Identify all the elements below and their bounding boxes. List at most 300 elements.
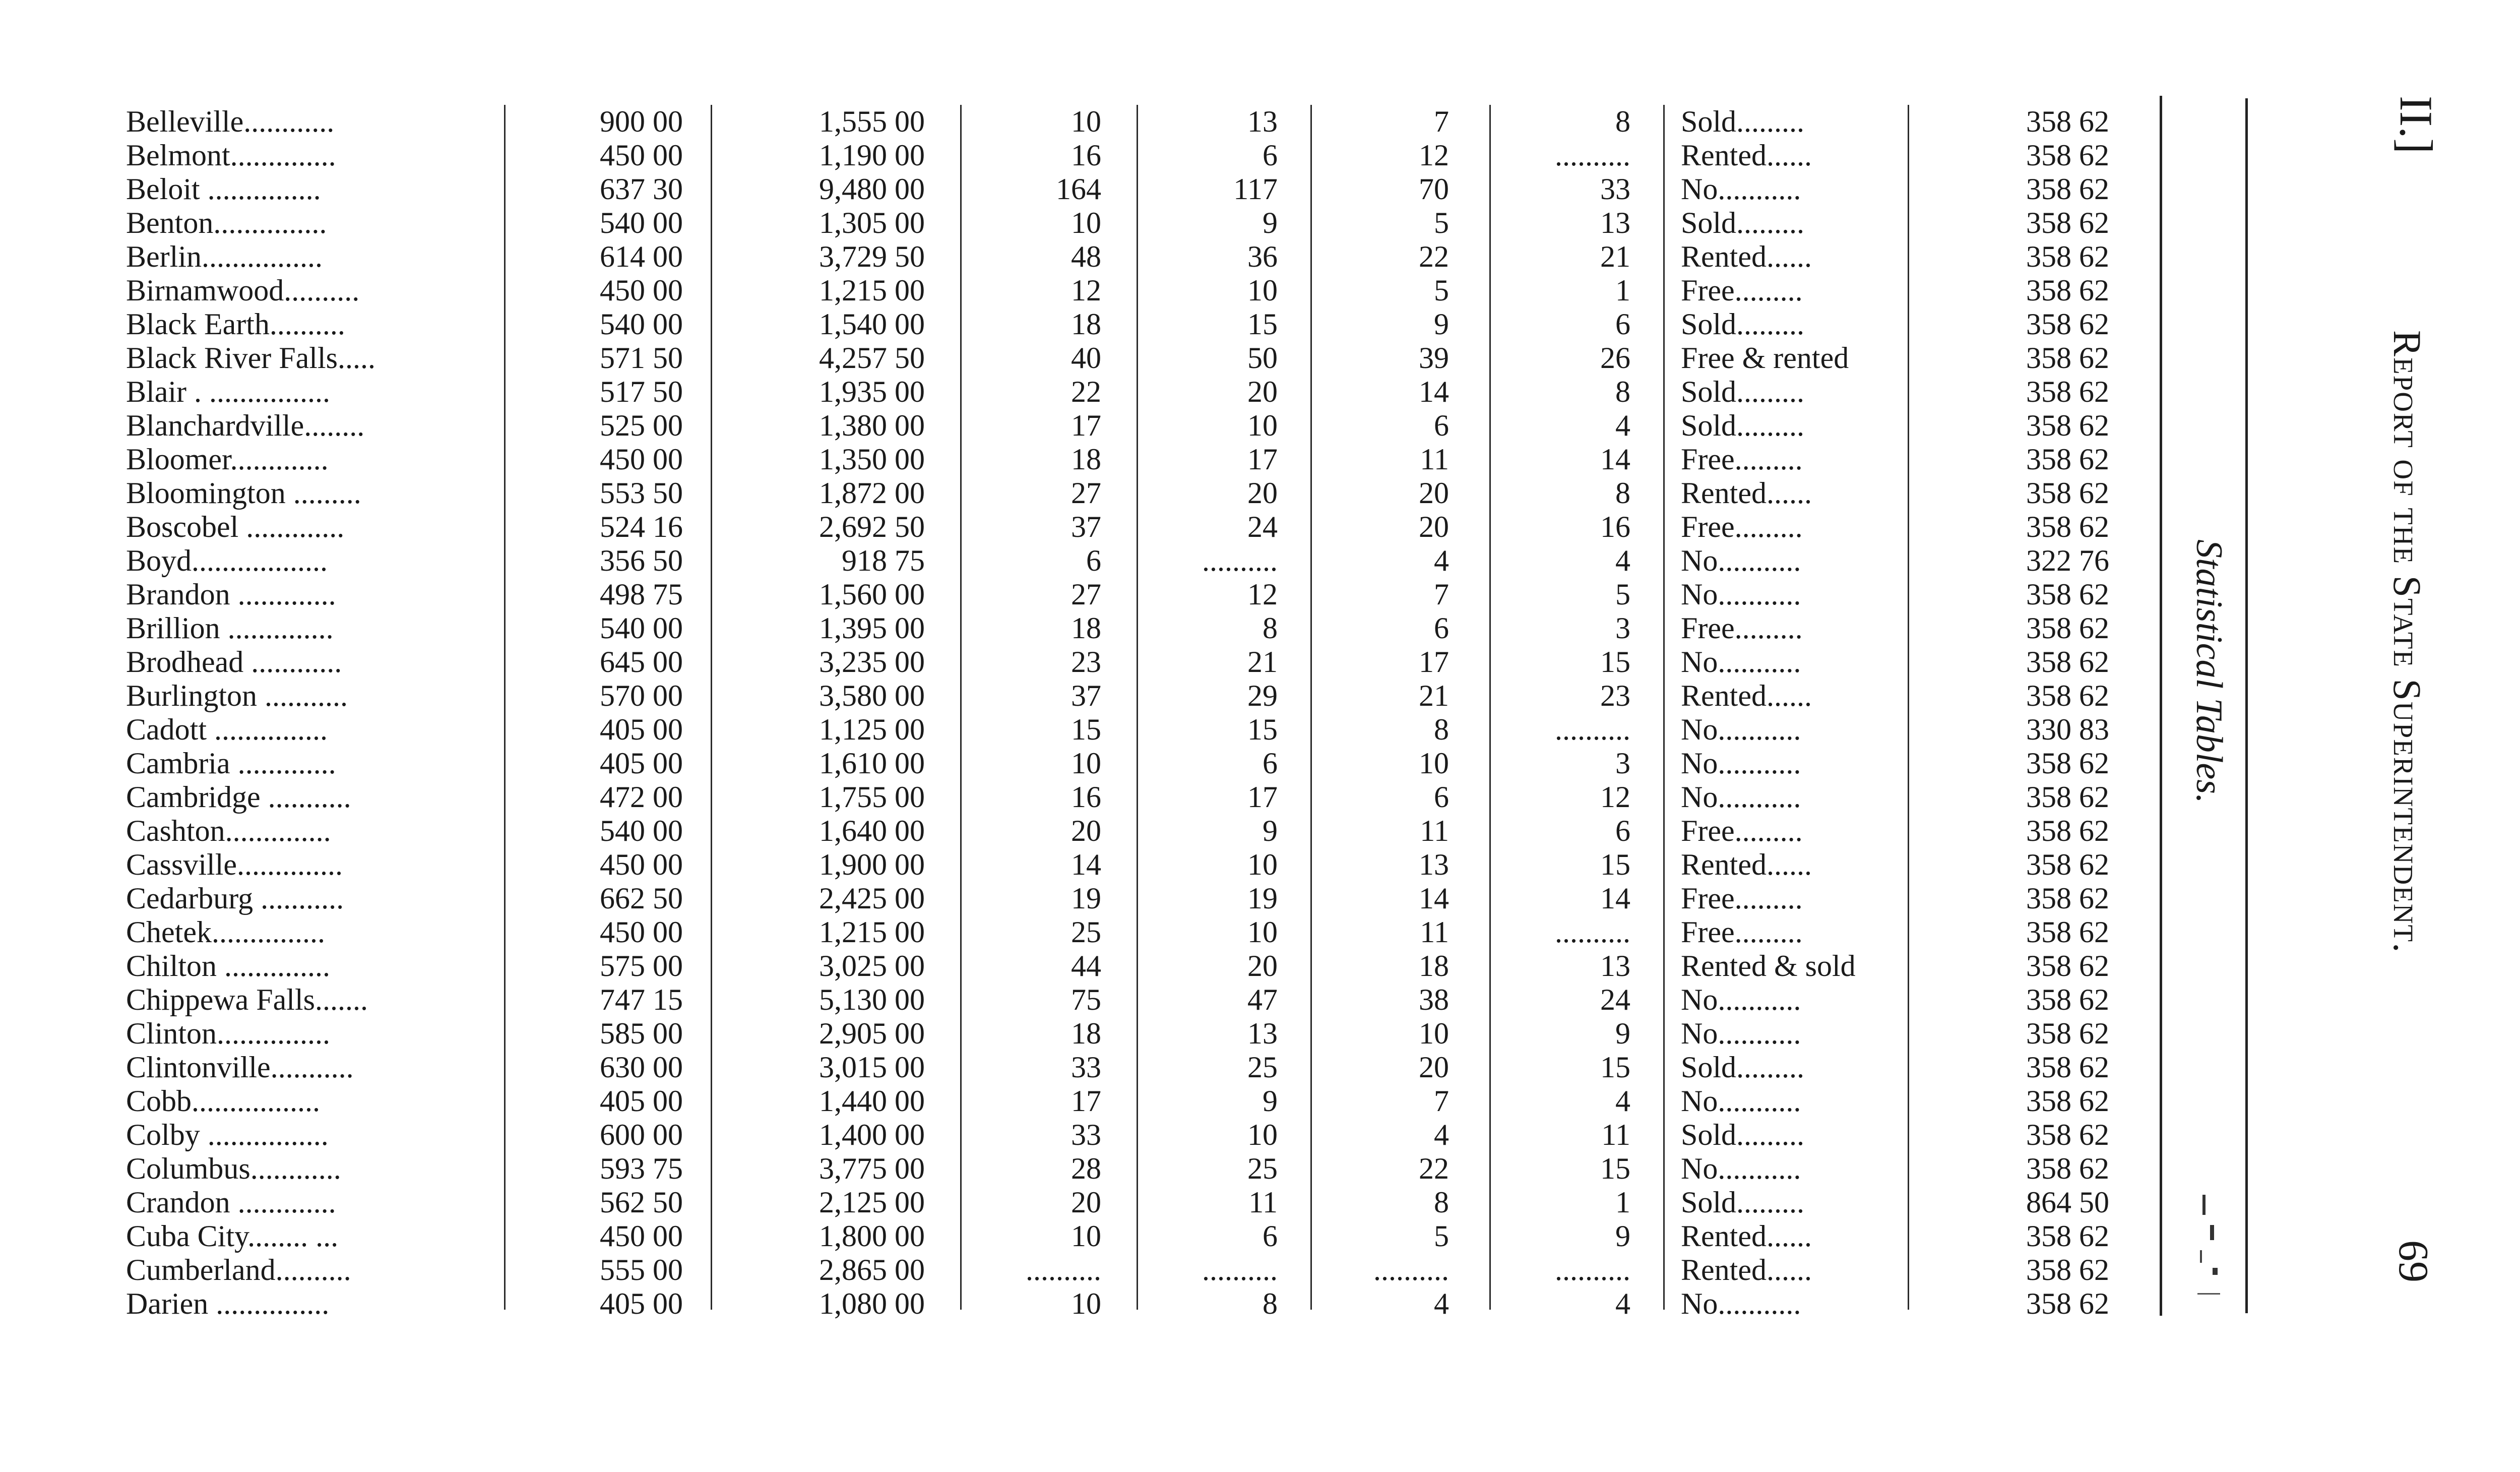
- count-value: 15: [1247, 308, 1278, 341]
- place-name: Boyd..................: [126, 544, 328, 577]
- count-value: 13: [1247, 105, 1278, 138]
- table-row: [0, 611, 2167, 645]
- amount-value: 358 62: [2026, 139, 2109, 172]
- salary-value: 525 00: [600, 409, 683, 442]
- salary-value: 450 00: [600, 274, 683, 307]
- count-value: 25: [1071, 915, 1101, 949]
- place-name: Berlin................: [126, 240, 323, 273]
- amount-value: 358 62: [2026, 949, 2109, 983]
- tenure-value: No...........: [1681, 172, 1801, 206]
- count-value: 33: [1071, 1051, 1101, 1084]
- count-value: 23: [1600, 679, 1630, 712]
- count-value: 5: [1434, 274, 1449, 307]
- table-row: [0, 679, 2167, 713]
- count-value: 21: [1247, 645, 1278, 679]
- total-value: 1,540 00: [819, 308, 925, 341]
- count-value: 25: [1247, 1051, 1278, 1084]
- table-row: [0, 1287, 2167, 1321]
- count-value: 20: [1247, 476, 1278, 510]
- tenure-value: No...........: [1681, 578, 1801, 611]
- total-value: 9,480 00: [819, 172, 925, 206]
- count-value: 6: [1434, 409, 1449, 442]
- count-value: 13: [1419, 848, 1449, 881]
- count-value: 9: [1263, 1084, 1278, 1118]
- count-value: 6: [1263, 139, 1278, 172]
- tenure-value: Sold.........: [1681, 1186, 1805, 1219]
- section-title: Statistical Tables.: [2188, 539, 2230, 804]
- amount-value: 358 62: [2026, 882, 2109, 915]
- salary-value: 637 30: [600, 172, 683, 206]
- salary-value: 540 00: [600, 814, 683, 847]
- place-name: Cassville..............: [126, 848, 343, 881]
- count-value: 164: [1056, 172, 1101, 206]
- margin-rule: [2245, 98, 2248, 1313]
- place-name: Burlington ...........: [126, 679, 348, 712]
- count-value: 16: [1600, 510, 1630, 543]
- table-row: [0, 341, 2167, 375]
- table-row: [0, 645, 2167, 679]
- table-row: [0, 983, 2167, 1017]
- total-value: 1,395 00: [819, 611, 925, 645]
- place-name: Blair . ................: [126, 375, 330, 408]
- count-value: 33: [1600, 172, 1630, 206]
- count-value: 11: [1420, 443, 1449, 476]
- count-value: 5: [1434, 1219, 1449, 1253]
- tenure-value: Free & rented: [1681, 341, 1849, 375]
- count-value: 6: [1615, 814, 1630, 847]
- amount-value: 358 62: [2026, 274, 2109, 307]
- total-value: 2,692 50: [819, 510, 925, 543]
- column-rule: [1310, 105, 1312, 1310]
- table-row: [0, 915, 2167, 949]
- total-value: 918 75: [842, 544, 925, 577]
- count-value: 10: [1071, 747, 1101, 780]
- count-value: 8: [1263, 1287, 1278, 1320]
- total-value: 3,775 00: [819, 1152, 925, 1185]
- total-value: 1,555 00: [819, 105, 925, 138]
- tenure-value: Free.........: [1681, 510, 1803, 543]
- count-value: 10: [1071, 105, 1101, 138]
- count-value: 11: [1420, 915, 1449, 949]
- place-name: Brandon .............: [126, 578, 336, 611]
- count-value: 11: [1420, 814, 1449, 847]
- count-value: 20: [1419, 1051, 1449, 1084]
- count-value: 18: [1071, 611, 1101, 645]
- table-row: [0, 1017, 2167, 1051]
- count-value: 13: [1600, 949, 1630, 983]
- total-value: 2,125 00: [819, 1186, 925, 1219]
- salary-value: 747 15: [600, 983, 683, 1016]
- count-value: 6: [1434, 611, 1449, 645]
- tenure-value: No...........: [1681, 747, 1801, 780]
- total-value: 1,350 00: [819, 443, 925, 476]
- table-row: [0, 814, 2167, 848]
- total-value: 2,905 00: [819, 1017, 925, 1050]
- count-value: 18: [1071, 308, 1101, 341]
- count-value: 11: [1601, 1118, 1630, 1151]
- table-row: [0, 105, 2167, 139]
- table-row: [0, 409, 2167, 443]
- count-value: 9: [1615, 1017, 1630, 1050]
- place-name: Cedarburg ...........: [126, 882, 344, 915]
- place-name: Black River Falls.....: [126, 341, 375, 375]
- place-name: Crandon .............: [126, 1186, 336, 1219]
- table-row: [0, 949, 2167, 983]
- salary-value: 472 00: [600, 780, 683, 814]
- salary-value: 498 75: [600, 578, 683, 611]
- amount-value: 358 62: [2026, 409, 2109, 442]
- total-value: 1,215 00: [819, 274, 925, 307]
- tenure-value: Free.........: [1681, 274, 1803, 307]
- place-name: Black Earth..........: [126, 308, 345, 341]
- count-value: ..........: [1373, 1253, 1449, 1286]
- count-value: 13: [1600, 206, 1630, 239]
- total-value: 1,640 00: [819, 814, 925, 847]
- salary-value: 593 75: [600, 1152, 683, 1185]
- count-value: 13: [1247, 1017, 1278, 1050]
- column-rule: [711, 105, 712, 1310]
- salary-value: 614 00: [600, 240, 683, 273]
- count-value: 10: [1247, 1118, 1278, 1151]
- table-row: [0, 780, 2167, 814]
- count-value: ..........: [1555, 139, 1630, 172]
- place-name: Cumberland..........: [126, 1253, 351, 1286]
- count-value: 47: [1247, 983, 1278, 1016]
- count-value: 6: [1615, 308, 1630, 341]
- tenure-value: No...........: [1681, 1017, 1801, 1050]
- count-value: 14: [1419, 882, 1449, 915]
- amount-value: 358 62: [2026, 915, 2109, 949]
- count-value: 3: [1615, 611, 1630, 645]
- count-value: 22: [1419, 240, 1449, 273]
- amount-value: 358 62: [2026, 1017, 2109, 1050]
- salary-value: 540 00: [600, 308, 683, 341]
- count-value: 1: [1615, 274, 1630, 307]
- amount-value: 358 62: [2026, 476, 2109, 510]
- count-value: 27: [1071, 476, 1101, 510]
- count-value: 10: [1071, 1219, 1101, 1253]
- count-value: 4: [1615, 1287, 1630, 1320]
- count-value: 17: [1419, 645, 1449, 679]
- table-row: [0, 510, 2167, 544]
- amount-value: 358 62: [2026, 1051, 2109, 1084]
- count-value: 10: [1419, 1017, 1449, 1050]
- salary-value: 405 00: [600, 713, 683, 746]
- total-value: 1,215 00: [819, 915, 925, 949]
- table-row: [0, 1118, 2167, 1152]
- printer-mark-icon: [2185, 1175, 2230, 1306]
- count-value: 14: [1600, 882, 1630, 915]
- amount-value: 358 62: [2026, 611, 2109, 645]
- total-value: 1,380 00: [819, 409, 925, 442]
- salary-value: 405 00: [600, 747, 683, 780]
- amount-value: 330 83: [2026, 713, 2109, 746]
- place-name: Birnamwood..........: [126, 274, 360, 307]
- tenure-value: No...........: [1681, 713, 1801, 746]
- total-value: 1,080 00: [819, 1287, 925, 1320]
- tenure-value: Rented......: [1681, 240, 1812, 273]
- place-name: Cobb.................: [126, 1084, 321, 1118]
- total-value: 1,440 00: [819, 1084, 925, 1118]
- count-value: 6: [1263, 747, 1278, 780]
- salary-value: 450 00: [600, 443, 683, 476]
- count-value: 9: [1434, 308, 1449, 341]
- table-row: [0, 308, 2167, 341]
- tenure-value: Free.........: [1681, 915, 1803, 949]
- count-value: 10: [1071, 1287, 1101, 1320]
- amount-value: 358 62: [2026, 747, 2109, 780]
- tenure-value: Sold.........: [1681, 409, 1805, 442]
- salary-value: 662 50: [600, 882, 683, 915]
- count-value: 8: [1263, 611, 1278, 645]
- place-name: Colby ................: [126, 1118, 329, 1151]
- count-value: 4: [1434, 544, 1449, 577]
- table-row: [0, 882, 2167, 915]
- count-value: 20: [1247, 375, 1278, 408]
- place-name: Cambridge ...........: [126, 780, 351, 814]
- count-value: 8: [1615, 476, 1630, 510]
- count-value: 37: [1071, 510, 1101, 543]
- salary-value: 575 00: [600, 949, 683, 983]
- salary-value: 356 50: [600, 544, 683, 577]
- count-value: 8: [1615, 375, 1630, 408]
- salary-value: 450 00: [600, 848, 683, 881]
- count-value: 21: [1600, 240, 1630, 273]
- part-label: II.]: [2390, 96, 2442, 154]
- salary-value: 450 00: [600, 1219, 683, 1253]
- count-value: ..........: [1202, 1253, 1278, 1286]
- table-row: [0, 1186, 2167, 1219]
- place-name: Beloit ...............: [126, 172, 321, 206]
- tenure-value: Rented......: [1681, 1253, 1812, 1286]
- count-value: 5: [1615, 578, 1630, 611]
- amount-value: 358 62: [2026, 645, 2109, 679]
- count-value: 38: [1419, 983, 1449, 1016]
- total-value: 1,305 00: [819, 206, 925, 239]
- count-value: 17: [1247, 780, 1278, 814]
- table-row: [0, 747, 2167, 780]
- count-value: 10: [1247, 409, 1278, 442]
- amount-value: 322 76: [2026, 544, 2109, 577]
- total-value: 1,935 00: [819, 375, 925, 408]
- total-value: 1,872 00: [819, 476, 925, 510]
- column-rule: [1137, 105, 1138, 1310]
- count-value: 7: [1434, 1084, 1449, 1118]
- count-value: 12: [1071, 274, 1101, 307]
- count-value: 4: [1434, 1118, 1449, 1151]
- count-value: 4: [1615, 544, 1630, 577]
- count-value: 14: [1419, 375, 1449, 408]
- count-value: 4: [1615, 1084, 1630, 1118]
- column-rule: [1489, 105, 1491, 1310]
- running-head: Report of the State Superintendent.: [2385, 330, 2429, 954]
- count-value: 9: [1263, 814, 1278, 847]
- tenure-value: Sold.........: [1681, 1051, 1805, 1084]
- count-value: 20: [1071, 1186, 1101, 1219]
- count-value: 12: [1419, 139, 1449, 172]
- page-number: 69: [2390, 1240, 2437, 1282]
- amount-value: 358 62: [2026, 308, 2109, 341]
- tenure-value: No...........: [1681, 780, 1801, 814]
- count-value: 7: [1434, 105, 1449, 138]
- place-name: Cadott ...............: [126, 713, 328, 746]
- count-value: 3: [1615, 747, 1630, 780]
- count-value: 20: [1247, 949, 1278, 983]
- total-value: 1,560 00: [819, 578, 925, 611]
- total-value: 1,400 00: [819, 1118, 925, 1151]
- place-name: Cambria .............: [126, 747, 336, 780]
- count-value: 36: [1247, 240, 1278, 273]
- count-value: 48: [1071, 240, 1101, 273]
- tenure-value: Rented......: [1681, 679, 1812, 712]
- place-name: Columbus............: [126, 1152, 341, 1185]
- count-value: 16: [1071, 139, 1101, 172]
- total-value: 1,755 00: [819, 780, 925, 814]
- count-value: 10: [1071, 206, 1101, 239]
- place-name: Chetek...............: [126, 915, 325, 949]
- count-value: ..........: [1555, 915, 1630, 949]
- tenure-value: Free.........: [1681, 443, 1803, 476]
- place-name: Benton...............: [126, 206, 327, 239]
- count-value: 39: [1419, 341, 1449, 375]
- column-rule: [1663, 105, 1665, 1310]
- place-name: Blanchardville........: [126, 409, 365, 442]
- count-value: 24: [1600, 983, 1630, 1016]
- place-name: Bloomington .........: [126, 476, 361, 510]
- table-row: [0, 240, 2167, 274]
- table-row: [0, 1219, 2167, 1253]
- total-value: 3,015 00: [819, 1051, 925, 1084]
- amount-value: 358 62: [2026, 1084, 2109, 1118]
- count-value: 12: [1247, 578, 1278, 611]
- count-value: 15: [1600, 848, 1630, 881]
- tenure-value: Sold.........: [1681, 1118, 1805, 1151]
- count-value: 17: [1071, 409, 1101, 442]
- place-name: Belmont..............: [126, 139, 336, 172]
- table-row: [0, 274, 2167, 308]
- count-value: 4: [1615, 409, 1630, 442]
- count-value: 6: [1263, 1219, 1278, 1253]
- place-name: Brodhead ............: [126, 645, 342, 679]
- margin-rule: [2160, 96, 2162, 1316]
- place-name: Cashton..............: [126, 814, 331, 847]
- total-value: 3,025 00: [819, 949, 925, 983]
- total-value: 2,425 00: [819, 882, 925, 915]
- count-value: 15: [1071, 713, 1101, 746]
- count-value: 25: [1247, 1152, 1278, 1185]
- salary-value: 524 16: [600, 510, 683, 543]
- count-value: 9: [1263, 206, 1278, 239]
- count-value: 21: [1419, 679, 1449, 712]
- salary-value: 555 00: [600, 1253, 683, 1286]
- count-value: 75: [1071, 983, 1101, 1016]
- table-row: [0, 139, 2167, 172]
- tenure-value: Free.........: [1681, 814, 1803, 847]
- tenure-value: No...........: [1681, 983, 1801, 1016]
- count-value: 70: [1419, 172, 1449, 206]
- count-value: 37: [1071, 679, 1101, 712]
- salary-value: 570 00: [600, 679, 683, 712]
- amount-value: 358 62: [2026, 172, 2109, 206]
- count-value: 15: [1600, 645, 1630, 679]
- table-row: [0, 848, 2167, 882]
- salary-value: 540 00: [600, 206, 683, 239]
- total-value: 2,865 00: [819, 1253, 925, 1286]
- count-value: ..........: [1202, 544, 1278, 577]
- count-value: 6: [1434, 780, 1449, 814]
- table-row: [0, 172, 2167, 206]
- salary-value: 645 00: [600, 645, 683, 679]
- count-value: 11: [1248, 1186, 1278, 1219]
- count-value: 15: [1600, 1152, 1630, 1185]
- count-value: ..........: [1555, 713, 1630, 746]
- tenure-value: No...........: [1681, 645, 1801, 679]
- count-value: 4: [1434, 1287, 1449, 1320]
- salary-value: 630 00: [600, 1051, 683, 1084]
- amount-value: 358 62: [2026, 510, 2109, 543]
- count-value: 50: [1247, 341, 1278, 375]
- table-row: [0, 1253, 2167, 1287]
- amount-value: 864 50: [2026, 1186, 2109, 1219]
- total-value: 3,580 00: [819, 679, 925, 712]
- count-value: 8: [1434, 713, 1449, 746]
- salary-value: 405 00: [600, 1084, 683, 1118]
- count-value: 40: [1071, 341, 1101, 375]
- place-name: Cuba City........ ...: [126, 1219, 339, 1253]
- count-value: 15: [1600, 1051, 1630, 1084]
- amount-value: 358 62: [2026, 1287, 2109, 1320]
- table-row: [0, 375, 2167, 409]
- count-value: 14: [1071, 848, 1101, 881]
- count-value: 20: [1419, 476, 1449, 510]
- count-value: 8: [1615, 105, 1630, 138]
- count-value: 29: [1247, 679, 1278, 712]
- count-value: 10: [1247, 848, 1278, 881]
- salary-value: 562 50: [600, 1186, 683, 1219]
- tenure-value: Rented & sold: [1681, 949, 1856, 983]
- amount-value: 358 62: [2026, 1118, 2109, 1151]
- table-row: [0, 443, 2167, 476]
- tenure-value: Sold.........: [1681, 375, 1805, 408]
- place-name: Bloomer.............: [126, 443, 329, 476]
- total-value: 1,190 00: [819, 139, 925, 172]
- table-row: [0, 544, 2167, 578]
- amount-value: 358 62: [2026, 848, 2109, 881]
- count-value: 20: [1419, 510, 1449, 543]
- column-rule: [504, 105, 506, 1310]
- salary-value: 405 00: [600, 1287, 683, 1320]
- tenure-value: Rented......: [1681, 1219, 1812, 1253]
- place-name: Belleville............: [126, 105, 335, 138]
- amount-value: 358 62: [2026, 1152, 2109, 1185]
- count-value: 15: [1247, 713, 1278, 746]
- amount-value: 358 62: [2026, 679, 2109, 712]
- place-name: Chippewa Falls.......: [126, 983, 368, 1016]
- table-row: [0, 1051, 2167, 1084]
- count-value: 17: [1071, 1084, 1101, 1118]
- count-value: 23: [1071, 645, 1101, 679]
- salary-value: 450 00: [600, 915, 683, 949]
- amount-value: 358 62: [2026, 240, 2109, 273]
- count-value: ..........: [1026, 1253, 1101, 1286]
- place-name: Brillion ..............: [126, 611, 334, 645]
- tenure-value: No...........: [1681, 1287, 1801, 1320]
- tenure-value: Free.........: [1681, 882, 1803, 915]
- count-value: 24: [1247, 510, 1278, 543]
- total-value: 4,257 50: [819, 341, 925, 375]
- amount-value: 358 62: [2026, 206, 2109, 239]
- table-row: [0, 713, 2167, 747]
